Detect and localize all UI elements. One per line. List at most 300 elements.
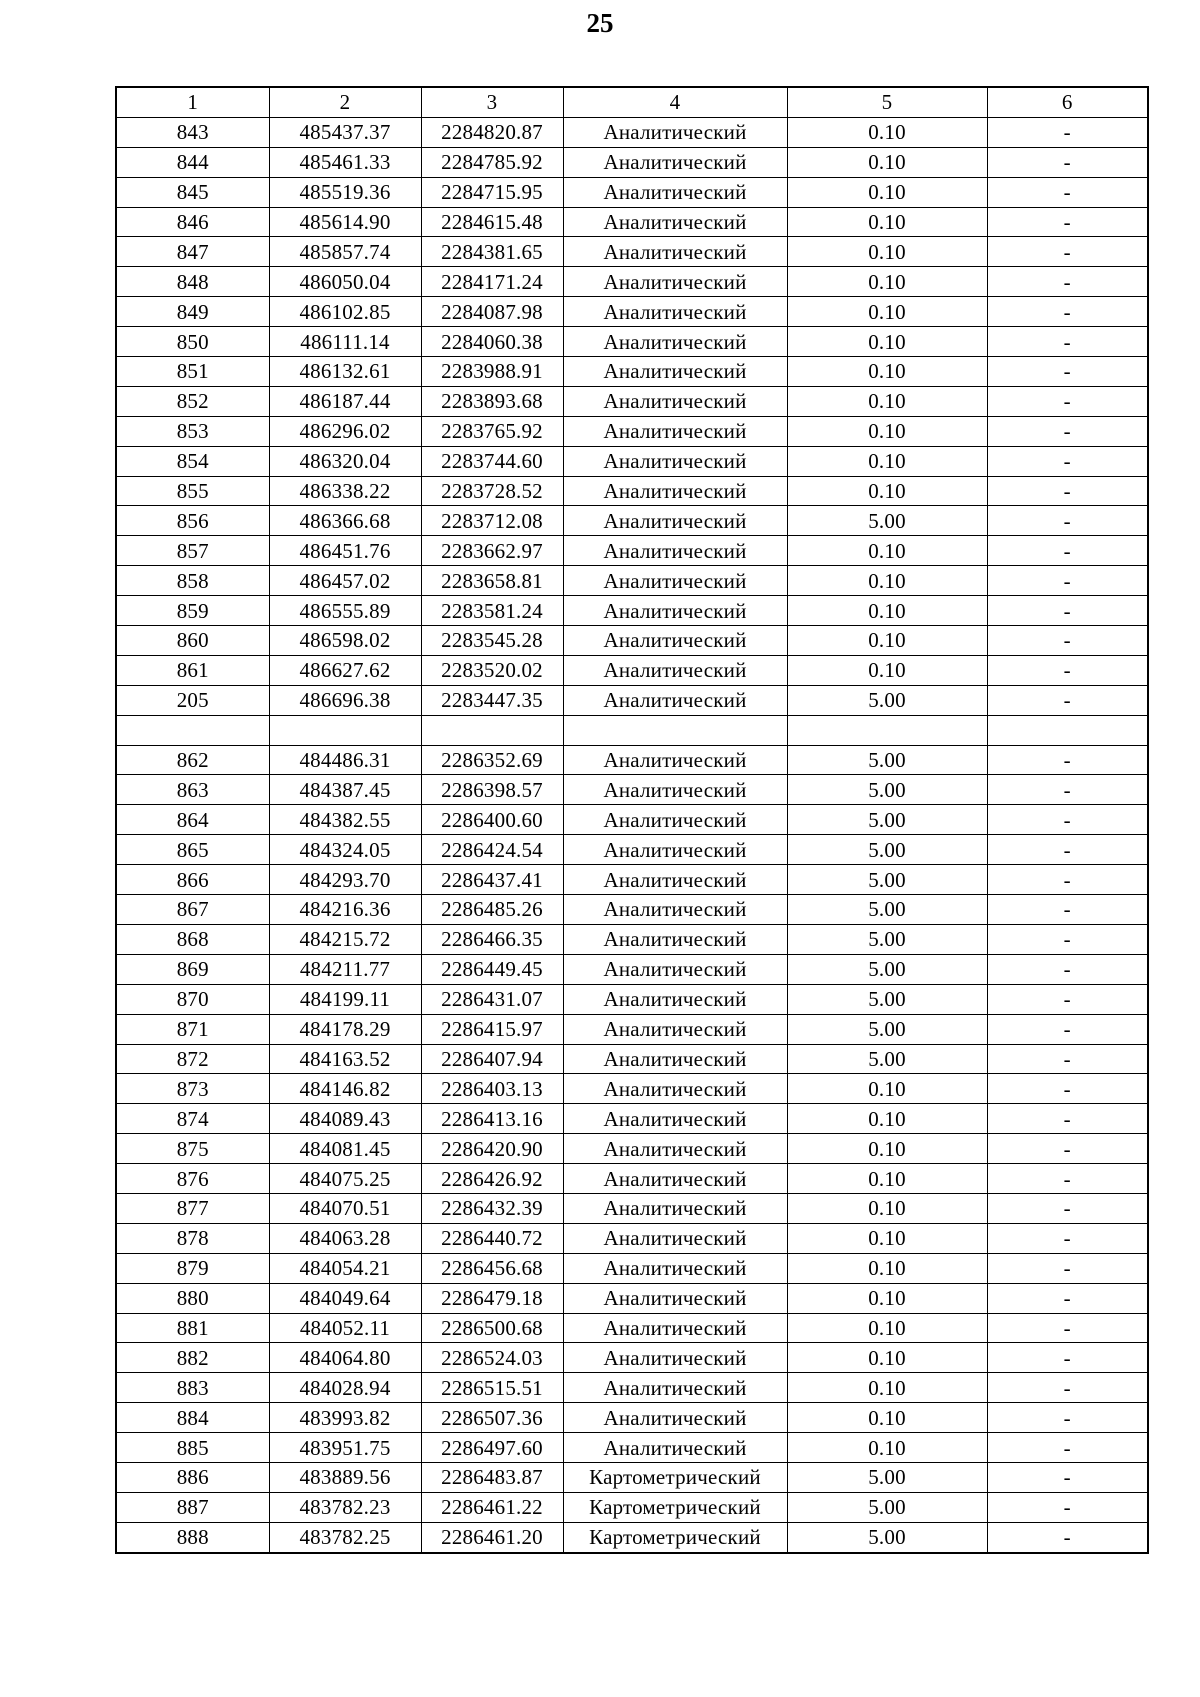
table-row xyxy=(116,924,1148,954)
table-cell: - xyxy=(987,924,1148,954)
table-cell: Аналитический xyxy=(563,1403,787,1433)
table-row xyxy=(116,297,1148,327)
table-row xyxy=(116,775,1148,805)
table-cell: Аналитический xyxy=(563,446,787,476)
table-cell: 854 xyxy=(116,446,269,476)
table-cell: - xyxy=(987,596,1148,626)
table-row xyxy=(116,685,1148,715)
table-cell xyxy=(563,715,787,745)
table-row xyxy=(116,1193,1148,1223)
table-cell xyxy=(787,715,987,745)
table-cell: 853 xyxy=(116,416,269,446)
table-cell: 2284087.98 xyxy=(421,297,563,327)
table-cell: Аналитический xyxy=(563,476,787,506)
table-cell: Аналитический xyxy=(563,1343,787,1373)
table-cell: 485857.74 xyxy=(269,237,421,267)
table-cell: 856 xyxy=(116,506,269,536)
table-cell: 485437.37 xyxy=(269,117,421,147)
table-header-row xyxy=(116,87,1148,117)
table-cell: 486696.38 xyxy=(269,685,421,715)
table-cell: - xyxy=(987,1193,1148,1223)
table-cell: 484178.29 xyxy=(269,1014,421,1044)
table-cell: Аналитический xyxy=(563,655,787,685)
table-cell: - xyxy=(987,536,1148,566)
table-cell: - xyxy=(987,1223,1148,1253)
table-cell: 0.10 xyxy=(787,1134,987,1164)
table-cell: 485461.33 xyxy=(269,147,421,177)
table-cell: 2286424.54 xyxy=(421,835,563,865)
table-cell: 880 xyxy=(116,1283,269,1313)
table-cell: 2283662.97 xyxy=(421,536,563,566)
table-cell: 483889.56 xyxy=(269,1462,421,1492)
table-cell: - xyxy=(987,1403,1148,1433)
table-cell: 0.10 xyxy=(787,327,987,357)
table-cell: 5.00 xyxy=(787,835,987,865)
table-cell: 2286461.20 xyxy=(421,1522,563,1552)
table-cell: 0.10 xyxy=(787,446,987,476)
table-row xyxy=(116,1253,1148,1283)
table-cell: 5.00 xyxy=(787,924,987,954)
table-cell: 2284615.48 xyxy=(421,207,563,237)
table-cell: 484216.36 xyxy=(269,895,421,925)
table-cell: 2284381.65 xyxy=(421,237,563,267)
table-cell: 2283581.24 xyxy=(421,596,563,626)
table-cell: 5.00 xyxy=(787,1492,987,1522)
table-cell: 2286479.18 xyxy=(421,1283,563,1313)
table-cell: Аналитический xyxy=(563,775,787,805)
column-header: 2 xyxy=(269,87,421,117)
table-cell: 878 xyxy=(116,1223,269,1253)
table-cell: 850 xyxy=(116,327,269,357)
table-cell: 5.00 xyxy=(787,506,987,536)
table-cell: 848 xyxy=(116,267,269,297)
table-cell: - xyxy=(987,1164,1148,1194)
table-row xyxy=(116,1343,1148,1373)
table-cell: 0.10 xyxy=(787,1164,987,1194)
table-cell: - xyxy=(987,775,1148,805)
table-cell: 5.00 xyxy=(787,685,987,715)
table-cell: Аналитический xyxy=(563,416,787,446)
table-row xyxy=(116,237,1148,267)
table-cell: Аналитический xyxy=(563,1014,787,1044)
table-cell: Аналитический xyxy=(563,895,787,925)
table-cell: 2283712.08 xyxy=(421,506,563,536)
table-row xyxy=(116,566,1148,596)
table-row xyxy=(116,1164,1148,1194)
table-cell: 0.10 xyxy=(787,476,987,506)
table-cell: - xyxy=(987,895,1148,925)
table-cell: 873 xyxy=(116,1074,269,1104)
table-cell: - xyxy=(987,865,1148,895)
table-row xyxy=(116,147,1148,177)
table-cell: 882 xyxy=(116,1343,269,1373)
table-cell: - xyxy=(987,207,1148,237)
table-row xyxy=(116,715,1148,745)
page-number: 25 xyxy=(586,8,614,38)
table-cell: Аналитический xyxy=(563,117,787,147)
table-cell: - xyxy=(987,357,1148,387)
table-cell: 0.10 xyxy=(787,626,987,656)
column-header: 6 xyxy=(987,87,1148,117)
table-cell: Аналитический xyxy=(563,536,787,566)
table-cell: 484054.21 xyxy=(269,1253,421,1283)
table-cell: - xyxy=(987,1343,1148,1373)
table-row xyxy=(116,386,1148,416)
table-cell: 484486.31 xyxy=(269,745,421,775)
table-cell: 486132.61 xyxy=(269,357,421,387)
table-cell: 486050.04 xyxy=(269,267,421,297)
table-row xyxy=(116,1014,1148,1044)
table-cell: 486457.02 xyxy=(269,566,421,596)
table-row xyxy=(116,1492,1148,1522)
table-cell: 843 xyxy=(116,117,269,147)
table-cell: Картометрический xyxy=(563,1522,787,1552)
table-cell: - xyxy=(987,1253,1148,1283)
table-cell: - xyxy=(987,446,1148,476)
table-body xyxy=(116,117,1148,1552)
table-cell: 485519.36 xyxy=(269,177,421,207)
table-cell: 2286426.92 xyxy=(421,1164,563,1194)
table-cell: 0.10 xyxy=(787,1074,987,1104)
table-cell: Аналитический xyxy=(563,984,787,1014)
table-cell: 5.00 xyxy=(787,984,987,1014)
table-row xyxy=(116,1462,1148,1492)
table-cell: 5.00 xyxy=(787,954,987,984)
table-cell: 2283545.28 xyxy=(421,626,563,656)
table-row xyxy=(116,984,1148,1014)
table-cell xyxy=(269,715,421,745)
table-cell: 867 xyxy=(116,895,269,925)
table-cell: 2283520.02 xyxy=(421,655,563,685)
table-cell: 2286403.13 xyxy=(421,1074,563,1104)
table-cell: 486187.44 xyxy=(269,386,421,416)
table-cell: 2284820.87 xyxy=(421,117,563,147)
table-cell: 486296.02 xyxy=(269,416,421,446)
table-cell: 0.10 xyxy=(787,207,987,237)
table-cell: 5.00 xyxy=(787,775,987,805)
table-cell: 2286398.57 xyxy=(421,775,563,805)
table-row xyxy=(116,1522,1148,1552)
table-cell: Аналитический xyxy=(563,1373,787,1403)
table-cell: 862 xyxy=(116,745,269,775)
table-cell: - xyxy=(987,566,1148,596)
table-cell: - xyxy=(987,386,1148,416)
table-cell: 868 xyxy=(116,924,269,954)
table-row xyxy=(116,357,1148,387)
table-cell: 885 xyxy=(116,1433,269,1463)
table-cell: 486627.62 xyxy=(269,655,421,685)
table-cell: Аналитический xyxy=(563,1283,787,1313)
column-header: 1 xyxy=(116,87,269,117)
table-cell: Аналитический xyxy=(563,327,787,357)
table-cell: 484211.77 xyxy=(269,954,421,984)
table-row xyxy=(116,1074,1148,1104)
table-cell: 2286456.68 xyxy=(421,1253,563,1283)
table-row xyxy=(116,865,1148,895)
table-cell: - xyxy=(987,476,1148,506)
table-cell: 484028.94 xyxy=(269,1373,421,1403)
table-cell: 2286466.35 xyxy=(421,924,563,954)
table-cell: 844 xyxy=(116,147,269,177)
table-cell: 875 xyxy=(116,1134,269,1164)
table-cell: Аналитический xyxy=(563,596,787,626)
table-cell xyxy=(421,715,563,745)
table-cell: 2284060.38 xyxy=(421,327,563,357)
table-cell: 5.00 xyxy=(787,1014,987,1044)
table-cell: 0.10 xyxy=(787,566,987,596)
table-cell: 2283988.91 xyxy=(421,357,563,387)
table-row xyxy=(116,177,1148,207)
table-cell: - xyxy=(987,1522,1148,1552)
table-cell: 483782.25 xyxy=(269,1522,421,1552)
table-cell: - xyxy=(987,1104,1148,1134)
table-cell: Аналитический xyxy=(563,1223,787,1253)
table-cell: 2286497.60 xyxy=(421,1433,563,1463)
table-cell: 486366.68 xyxy=(269,506,421,536)
table-cell: Аналитический xyxy=(563,626,787,656)
table-cell: - xyxy=(987,1462,1148,1492)
table-cell: 484075.25 xyxy=(269,1164,421,1194)
table-row xyxy=(116,805,1148,835)
table-row xyxy=(116,327,1148,357)
table-cell: 2286437.41 xyxy=(421,865,563,895)
table-cell: 2286524.03 xyxy=(421,1343,563,1373)
table-cell: 2286413.16 xyxy=(421,1104,563,1134)
table-cell: 852 xyxy=(116,386,269,416)
table-cell: 857 xyxy=(116,536,269,566)
table-cell: 847 xyxy=(116,237,269,267)
table-cell: 484089.43 xyxy=(269,1104,421,1134)
table-cell: 2283658.81 xyxy=(421,566,563,596)
table-row xyxy=(116,446,1148,476)
table-cell: 5.00 xyxy=(787,1044,987,1074)
table-cell: Аналитический xyxy=(563,835,787,865)
table-cell: 2286515.51 xyxy=(421,1373,563,1403)
table-cell: 0.10 xyxy=(787,177,987,207)
table-row xyxy=(116,954,1148,984)
table-cell: Аналитический xyxy=(563,1193,787,1223)
column-header: 3 xyxy=(421,87,563,117)
table-cell: 486598.02 xyxy=(269,626,421,656)
table-cell: 5.00 xyxy=(787,745,987,775)
table-cell: Аналитический xyxy=(563,297,787,327)
table-cell: - xyxy=(987,177,1148,207)
table-cell: 0.10 xyxy=(787,1313,987,1343)
table-row xyxy=(116,655,1148,685)
table-cell: 2286432.39 xyxy=(421,1193,563,1223)
table-row xyxy=(116,476,1148,506)
table-cell: Аналитический xyxy=(563,506,787,536)
table-cell: Аналитический xyxy=(563,1104,787,1134)
table-row xyxy=(116,1104,1148,1134)
table-cell: Аналитический xyxy=(563,1313,787,1343)
table-cell: 851 xyxy=(116,357,269,387)
table-cell: 860 xyxy=(116,626,269,656)
table-cell: 486451.76 xyxy=(269,536,421,566)
table-cell: 486102.85 xyxy=(269,297,421,327)
table-cell: Аналитический xyxy=(563,1253,787,1283)
table-cell: 871 xyxy=(116,1014,269,1044)
table-row xyxy=(116,506,1148,536)
table-cell: - xyxy=(987,1134,1148,1164)
column-header: 5 xyxy=(787,87,987,117)
table-cell: Аналитический xyxy=(563,207,787,237)
table-cell: 5.00 xyxy=(787,1462,987,1492)
table-cell: - xyxy=(987,1373,1148,1403)
table-cell: 484163.52 xyxy=(269,1044,421,1074)
table-cell: - xyxy=(987,1074,1148,1104)
table-row xyxy=(116,626,1148,656)
table-cell: 846 xyxy=(116,207,269,237)
table-row xyxy=(116,1373,1148,1403)
table-cell: 484387.45 xyxy=(269,775,421,805)
table-cell: - xyxy=(987,655,1148,685)
table-cell: 2286440.72 xyxy=(421,1223,563,1253)
table-cell: 863 xyxy=(116,775,269,805)
table-cell: 2284171.24 xyxy=(421,267,563,297)
table-row xyxy=(116,1433,1148,1463)
table-cell: 0.10 xyxy=(787,386,987,416)
table-row xyxy=(116,1134,1148,1164)
table-cell: 2286507.36 xyxy=(421,1403,563,1433)
table-cell: 0.10 xyxy=(787,297,987,327)
table-cell: - xyxy=(987,297,1148,327)
table-cell: 0.10 xyxy=(787,1343,987,1373)
table-cell: 0.10 xyxy=(787,1193,987,1223)
table-cell: 484146.82 xyxy=(269,1074,421,1104)
table-row xyxy=(116,207,1148,237)
table-cell: 869 xyxy=(116,954,269,984)
table-row xyxy=(116,596,1148,626)
table-cell: 484293.70 xyxy=(269,865,421,895)
table-cell: 2286431.07 xyxy=(421,984,563,1014)
table-cell: 483951.75 xyxy=(269,1433,421,1463)
table-cell: 2283765.92 xyxy=(421,416,563,446)
table-cell: 2286352.69 xyxy=(421,745,563,775)
table-cell: 5.00 xyxy=(787,895,987,925)
table-cell: 2283893.68 xyxy=(421,386,563,416)
table-cell: Аналитический xyxy=(563,1074,787,1104)
table-cell: Аналитический xyxy=(563,267,787,297)
table-cell xyxy=(116,715,269,745)
table-cell: 486111.14 xyxy=(269,327,421,357)
table-cell: Аналитический xyxy=(563,357,787,387)
table-cell: 849 xyxy=(116,297,269,327)
table-cell: 484063.28 xyxy=(269,1223,421,1253)
table-cell: - xyxy=(987,1283,1148,1313)
table-cell: 2283744.60 xyxy=(421,446,563,476)
table-row xyxy=(116,745,1148,775)
table-cell: Картометрический xyxy=(563,1462,787,1492)
table-cell: 0.10 xyxy=(787,655,987,685)
table-cell: Аналитический xyxy=(563,745,787,775)
table-cell: 2283447.35 xyxy=(421,685,563,715)
table-row xyxy=(116,1044,1148,1074)
table-cell: - xyxy=(987,835,1148,865)
table-cell: 5.00 xyxy=(787,865,987,895)
table-cell: - xyxy=(987,1492,1148,1522)
table-cell: - xyxy=(987,416,1148,446)
table-cell: 205 xyxy=(116,685,269,715)
table-cell: 0.10 xyxy=(787,416,987,446)
table-row xyxy=(116,835,1148,865)
table-cell: 2286461.22 xyxy=(421,1492,563,1522)
table-cell: 2284715.95 xyxy=(421,177,563,207)
table-cell: 2286485.26 xyxy=(421,895,563,925)
table-cell: Аналитический xyxy=(563,685,787,715)
table-cell: Аналитический xyxy=(563,1164,787,1194)
table-cell: 858 xyxy=(116,566,269,596)
table-cell: 483782.23 xyxy=(269,1492,421,1522)
table-cell: 0.10 xyxy=(787,536,987,566)
table-cell: 2286407.94 xyxy=(421,1044,563,1074)
table-cell: 876 xyxy=(116,1164,269,1194)
table-row xyxy=(116,1313,1148,1343)
table-cell: 886 xyxy=(116,1462,269,1492)
table-cell: 888 xyxy=(116,1522,269,1552)
table-row xyxy=(116,416,1148,446)
table-cell: - xyxy=(987,237,1148,267)
table-cell: 865 xyxy=(116,835,269,865)
table-row xyxy=(116,1403,1148,1433)
table-cell: - xyxy=(987,984,1148,1014)
table-cell: 0.10 xyxy=(787,596,987,626)
table-cell: 484324.05 xyxy=(269,835,421,865)
table-cell: 0.10 xyxy=(787,1253,987,1283)
table-cell: 486338.22 xyxy=(269,476,421,506)
table-cell: 0.10 xyxy=(787,1223,987,1253)
column-header: 4 xyxy=(563,87,787,117)
table-cell: 0.10 xyxy=(787,1104,987,1134)
table-cell: 483993.82 xyxy=(269,1403,421,1433)
table-cell: 5.00 xyxy=(787,805,987,835)
table-cell: - xyxy=(987,626,1148,656)
table-cell: 484049.64 xyxy=(269,1283,421,1313)
table-cell: 877 xyxy=(116,1193,269,1223)
table-cell: 484215.72 xyxy=(269,924,421,954)
table-cell: - xyxy=(987,327,1148,357)
table-cell: Аналитический xyxy=(563,1044,787,1074)
table-cell: 484064.80 xyxy=(269,1343,421,1373)
table-cell: 879 xyxy=(116,1253,269,1283)
table-cell: 0.10 xyxy=(787,1373,987,1403)
table-cell: 887 xyxy=(116,1492,269,1522)
table-row xyxy=(116,267,1148,297)
table-cell: 2284785.92 xyxy=(421,147,563,177)
table-cell: Аналитический xyxy=(563,954,787,984)
table-cell: 484382.55 xyxy=(269,805,421,835)
table-cell: 484070.51 xyxy=(269,1193,421,1223)
table-cell: 484199.11 xyxy=(269,984,421,1014)
table-cell: - xyxy=(987,745,1148,775)
table-cell: - xyxy=(987,1044,1148,1074)
table-cell: 2286449.45 xyxy=(421,954,563,984)
table-cell: - xyxy=(987,267,1148,297)
table-cell: 0.10 xyxy=(787,1403,987,1433)
table-cell: 2286420.90 xyxy=(421,1134,563,1164)
table-cell: 0.10 xyxy=(787,147,987,177)
table-cell: 864 xyxy=(116,805,269,835)
table-cell: 884 xyxy=(116,1403,269,1433)
table-cell: - xyxy=(987,1014,1148,1044)
table-cell: - xyxy=(987,1433,1148,1463)
table-cell: 0.10 xyxy=(787,357,987,387)
table-cell: 484081.45 xyxy=(269,1134,421,1164)
table-cell: 870 xyxy=(116,984,269,1014)
table-cell: Аналитический xyxy=(563,1433,787,1463)
table-cell: - xyxy=(987,117,1148,147)
table-cell: 874 xyxy=(116,1104,269,1134)
